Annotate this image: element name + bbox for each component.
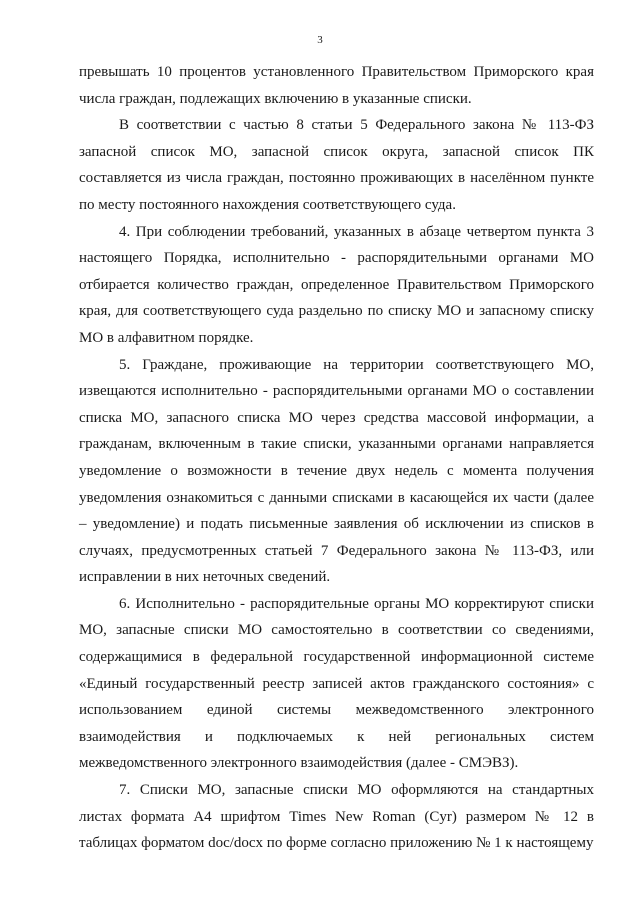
paragraph-item-4: 4. При соблюдении требований, указанных в абзаце четвертом пункта 3 настоящего Порядка, исполнительно - распорядительными органами МО отбирается количество граждан, определенное Правительством Приморского края, для соответствующего суда раздельно по списку МО и запасному списку МО в алфавитном порядке. <box>79 223 594 346</box>
paragraph-federal-law-reference: В соответствии с частью 8 статьи 5 Федерального закона № 113-ФЗ запасной список МО, запасной список округа, запасной список ПК составляется из числа граждан, постоянно проживающих в населённом пункте по месту постоянного нахождения соответствующего суда. <box>79 117 594 213</box>
paragraph-item-6: 6. Исполнительно - распорядительные органы МО корректируют списки МО, запасные списки МО самостоятельно в соответствии со сведениями, содержащимися в федеральной государственной информационной системе «Единый государственный реестр записей актов гражданского состояния» с использованием единой системы межведомственного электронного взаимодействия и подключаемых к ней региональных систем межведомственного электронного взаимодействия (далее - СМЭВЗ). <box>79 595 594 772</box>
page-number: 3 <box>317 34 323 46</box>
paragraph-item-7: 7. Списки МО, запасные списки МО оформляются на стандартных листах формата А4 шрифтом Times New Roman (Cyr) размером № 12 в таблицах форматом doc/docx по форме согласно приложению № 1 к настоящему <box>79 782 594 852</box>
paragraph-continuation: превышать 10 процентов установленного Правительством Приморского края числа граждан, подлежащих включению в указанные списки. <box>79 64 594 107</box>
document-body <box>79 59 594 857</box>
paragraph-item-5: 5. Граждане, проживающие на территории соответствующего МО, извещаются исполнительно - распорядительными органами МО о составлении списка МО, запасного списка МО через средства массовой информации, а гражданам, включенным в такие списки, указанными органами направляется уведомление о возможности в течение двух недель с момента получения уведомления ознакомиться с данными списками в касающейся их части (далее – уведомление) и подать письменные заявления об исключении из списков в случаях, предусмотренных статьей 7 Федерального закона № 113-ФЗ, или исправлении в них неточных сведений. <box>79 356 594 586</box>
